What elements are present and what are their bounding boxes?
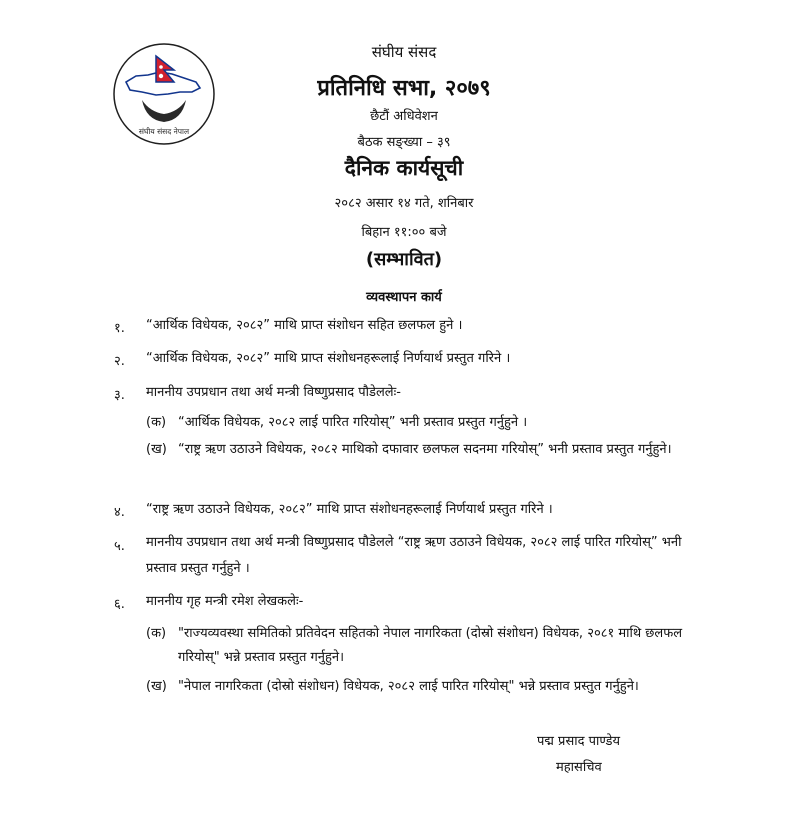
sub-item-text: "राज्यव्यवस्था समितिको प्रतिवेदन सहितको नेपाल नागरिकता (दोस्रो संशोधन) विधेयक, २०८१ माथि छलफल गरियोस्" भन्ने प्रस्ताव प्रस्तुत गर्नुहुने। bbox=[178, 626, 683, 665]
agenda-item: माननीय उपप्रधान तथा अर्थ मन्त्री विष्णुप्रसाद पौडेललेः- bbox=[146, 385, 401, 400]
agenda-item: माननीय गृह मन्त्री रमेश लेखकलेः- bbox=[146, 594, 304, 609]
sub-item-label: (ख) bbox=[146, 442, 167, 457]
logo-caption: संघीय संसद नेपाल bbox=[138, 127, 190, 136]
item-number: ५. bbox=[114, 539, 125, 554]
meeting-time: बिहान ११:०० बजे bbox=[361, 225, 447, 240]
sub-item-text: "नेपाल नागरिकता (दोस्रो संशोधन) विधेयक, २०८२ लाई पारित गरियोस्" भन्ने प्रस्ताव प्रस्तुत गर्नुहुने। bbox=[178, 679, 639, 694]
house-title: प्रतिनिधि सभा, २०७९ bbox=[317, 76, 491, 101]
item-number: ४. bbox=[114, 505, 125, 520]
item-number: ३. bbox=[114, 388, 125, 403]
parliament-name: संघीय संसद bbox=[371, 43, 437, 61]
sub-item-text: “राष्ट्र ऋण उठाउने विधेयक, २०८२ माथिको दफावार छलफल सदनमा गरियोस्” भनी प्रस्ताव प्रस्तुत गर्नुहुने। bbox=[178, 442, 672, 457]
item-number: १. bbox=[114, 321, 125, 336]
agenda-item: “आर्थिक विधेयक, २०८२” माथि प्राप्त संशोधनहरूलाई निर्णयार्थ प्रस्तुत गरिने । bbox=[146, 351, 511, 366]
signatory-name: पद्म प्रसाद पाण्डेय bbox=[537, 734, 621, 749]
item-number: ६. bbox=[114, 597, 125, 612]
sub-item-text: “आर्थिक विधेयक, २०८२ लाई पारित गरियोस्” भनी प्रस्ताव प्रस्तुत गर्नुहुने । bbox=[178, 415, 528, 430]
session-label: छैटौं अधिवेशन bbox=[370, 109, 438, 124]
meeting-date: २०८२ असार १४ गते, शनिबार bbox=[334, 196, 474, 211]
section-heading: व्यवस्थापन कार्य bbox=[366, 290, 442, 305]
agenda-item: माननीय उपप्रधान तथा अर्थ मन्त्री विष्णुप्रसाद पौडेलले “राष्ट्र ऋण उठाउने विधेयक, २०८२ लाई पारित गरियोस्” भनी प्रस्ताव प्रस्तुत गर्नुहुने । bbox=[146, 535, 682, 576]
agenda-item: “राष्ट्र ऋण उठाउने विधेयक, २०८२” माथि प्राप्त संशोधनहरूलाई निर्णयार्थ प्रस्तुत गरिने । bbox=[146, 502, 553, 517]
agenda-item: “आर्थिक विधेयक, २०८२” माथि प्राप्त संशोधन सहित छलफल हुने । bbox=[146, 318, 463, 333]
tentative-label: (सम्भावित) bbox=[365, 249, 443, 270]
meeting-number: बैठक सङ्ख्या – ३९ bbox=[357, 135, 451, 150]
item-number: २. bbox=[114, 354, 125, 369]
sub-item-label: (ख) bbox=[146, 679, 167, 694]
sub-item-label: (क) bbox=[146, 415, 167, 430]
page-title: दैनिक कार्यसूची bbox=[344, 156, 464, 180]
sub-item-label: (क) bbox=[146, 626, 167, 641]
signatory-title: महासचिव bbox=[556, 760, 602, 775]
